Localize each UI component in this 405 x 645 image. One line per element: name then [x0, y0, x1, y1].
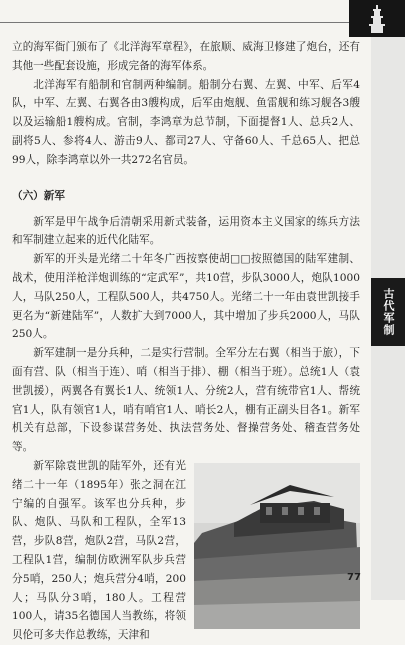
pagoda-icon: [367, 5, 387, 33]
paragraph-dingwu-army: 新军的开头是光绪二十年冬广西按察使胡□□按照德国的陆军建制、战术，使用洋枪洋炮训练的“定武军”，共10营，步队3000人，炮队1000人，马队250人，工程队500人，共4750人。光绪二十一年由袁世凯接手更名为“新建陆军”，人数扩大到7000人，其中增加了步兵2000人，马队250人。: [12, 253, 360, 341]
paragraph-new-army-structure: 新军建制一是分兵种，二是实行营制。全军分左右翼（相当于旅），下面有营、队（相当于连）、哨（相当于排）、棚（相当于班）。总统1人（袁世凯援），两翼各有翼长1人、统领1人、分统2人，营有统带官1人、帮统官1人，队有领官1人，哨有哨官1人、哨长2人，棚有正副头目各1。新军机关有总部，下设参谋营务处、执法营务处、督操营务处、稽查营务处等。: [12, 347, 360, 454]
paragraph-ziqiang-army: 新军除袁世凯的陆军外，还有光绪二十一年（1895年）张之洞在江宁编的自强军。该军也分兵种，步队、炮队、马队和工程队，全军13营，步队8营，炮队2营，马队2营，工程队1营，编制仿欧洲军队步兵营分5哨，250人；炮兵营分4哨，200人；马队分3哨，180人。工程营100人，请35名德国人当教练，将领贝伦可多夫作总教练，天津和: [12, 459, 186, 642]
top-rule: [0, 22, 349, 23]
chapter-tab-icon-block: [349, 0, 405, 37]
chapter-side-tab-label: 古代军制: [382, 288, 395, 336]
section-heading: （六）新军: [12, 189, 65, 202]
chapter-side-tab: [371, 278, 405, 346]
paragraph-new-army-intro: 新军是甲午战争后清朝采用新式装备，运用资本主义国家的练兵方法和军制建立起来的近代化陆军。: [12, 215, 360, 247]
paragraph-navy-yamen: 立的海军衙门颁布了《北洋海军章程》，在旅顺、威海卫修建了炮台，还有其他一些配套设施，形成完备的海军体系。: [12, 41, 360, 72]
city-gate-photo: [194, 463, 360, 629]
page-content: [12, 38, 360, 645]
page-number: 77: [347, 572, 361, 583]
paragraph-beiyang-organization: 北洋海军有船制和官制两种编制。船制分右翼、左翼、中军、后军4队，中军、左翼、右翼各由3艘构成，后军由炮舰、鱼雷舰和练习舰各3艘以及运输船1艘构成。官制，李鸿章为总节制，下面提督1人、总兵2人、副将5人、参将4人、游击9人、都司27人、守备60人、千总65人、把总99人，除李鸿章以外一共272名官员。: [12, 78, 360, 166]
